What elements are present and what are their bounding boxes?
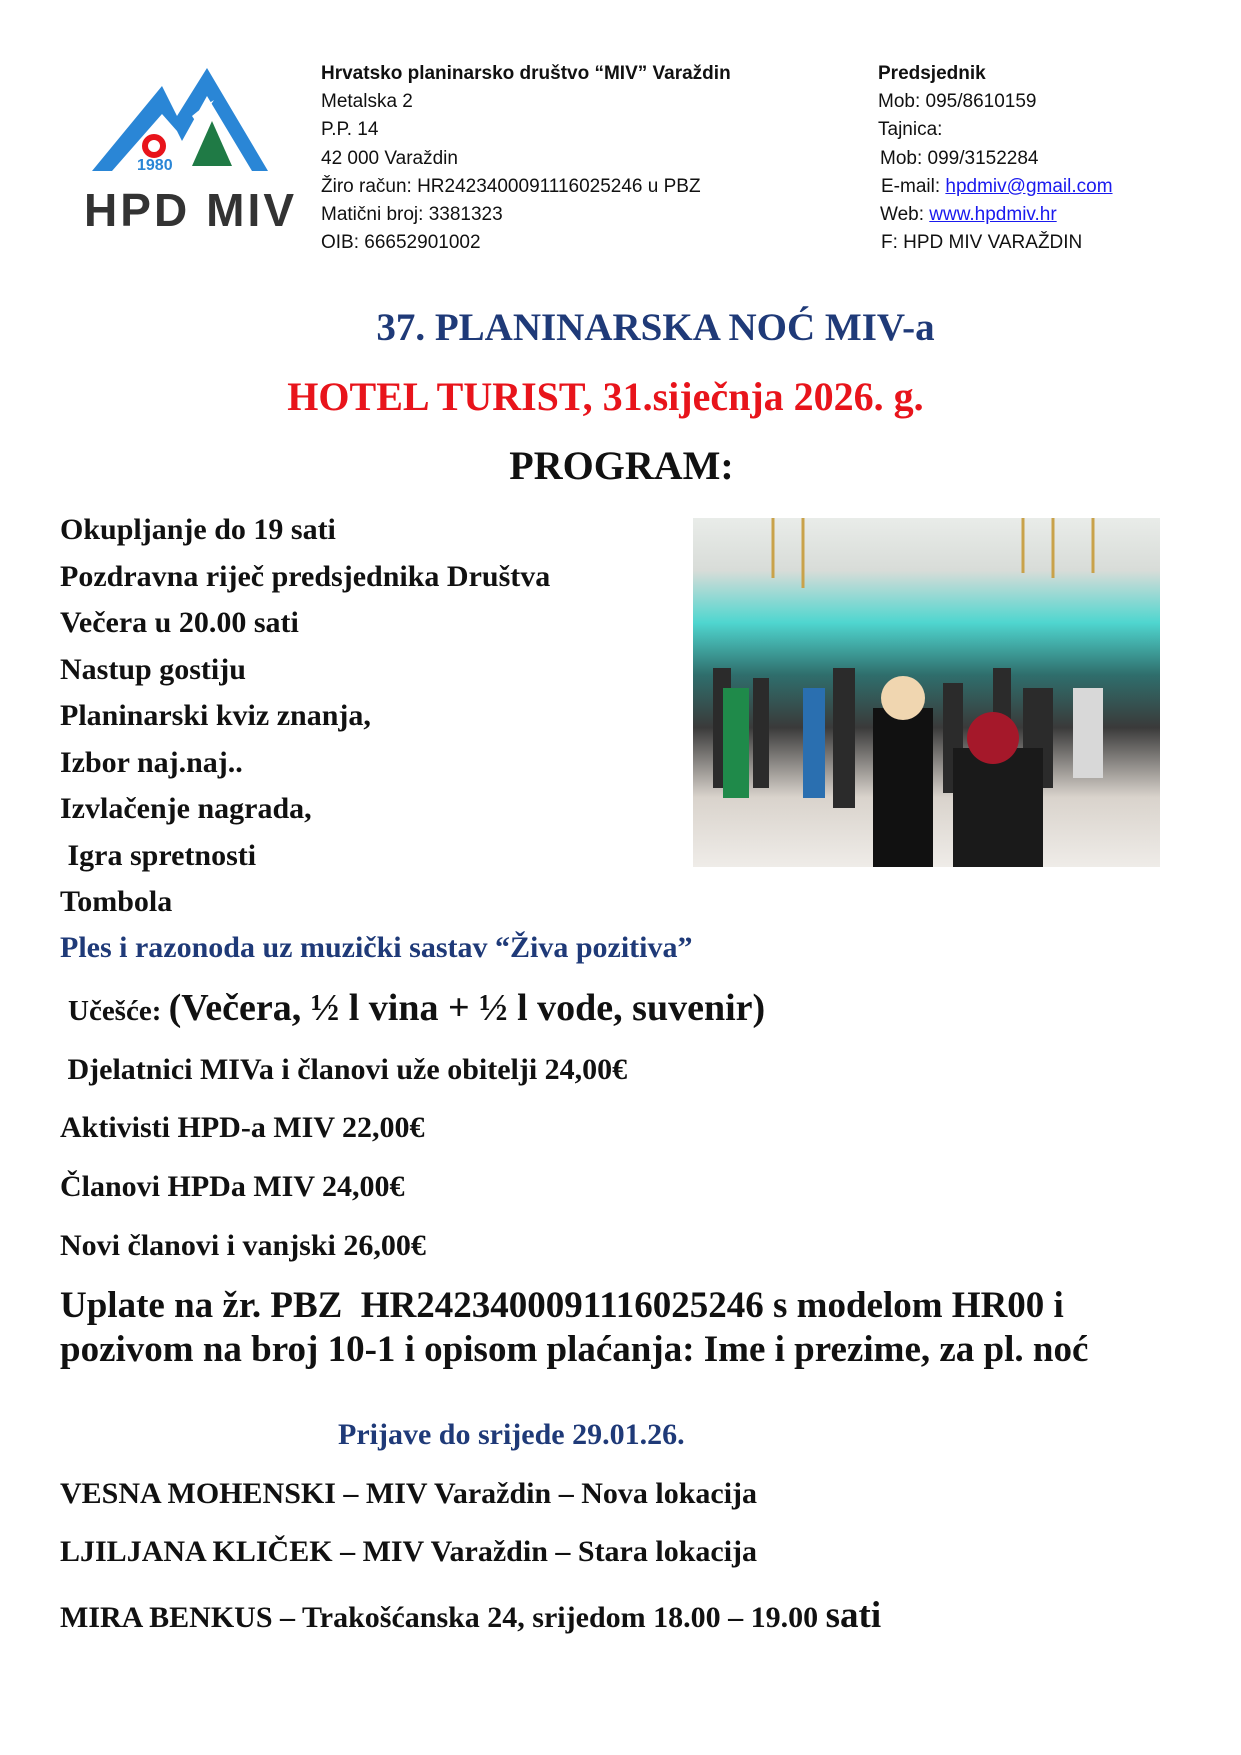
price-staff: Djelatnici MIVa i članovi uže obitelji 24,00€ [60,1053,628,1086]
event-photo [693,518,1160,867]
logo-year: 1980 [137,157,173,174]
email-row [878,173,1113,201]
program-item: Izvlačenje nagrada, [60,792,312,825]
participation-details: (Večera, ½ l vina + ½ l vode, suvenir) [168,987,766,1029]
program-item: Večera u 20.00 sati [60,606,299,639]
payment-line-2: pozivom na broj 10-1 i opisom plaćanja: Ime i prezime, za pl. noć [60,1329,1089,1370]
president-mobile: Mob: 095/8610159 [878,91,1037,113]
web-label: Web: [880,204,930,226]
president-label: Predsjednik [878,63,986,84]
program-item: Izbor naj.naj.. [60,746,243,779]
facebook: F: HPD MIV VARAŽDIN [881,232,1083,254]
program-heading: PROGRAM: [509,443,734,488]
program-item: Igra spretnosti [60,839,257,872]
event-title: 37. PLANINARSKA NOĆ MIV-a [376,306,935,349]
event-venue-date: HOTEL TURIST, 31.siječnja 2026. g. [287,374,924,419]
payment-line-1: Uplate na žr. PBZ HR2423400091116025246 s modelom HR00 i [60,1285,1064,1326]
program-item: Planinarski kviz znanja, [60,699,371,732]
org-account: Žiro račun: HR2423400091116025246 u PBZ [321,175,701,197]
price-members: Članovi HPDa MIV 24,00€ [60,1170,405,1203]
email-label: E-mail: [881,175,946,197]
org-address: Metalska 2 [321,91,413,113]
price-activists: Aktivisti HPD-a MIV 22,00€ [60,1111,425,1144]
registration-deadline: Prijave do srijede 29.01.26. [338,1418,685,1451]
program-item: Pozdravna riječ predsjednika Društva [60,560,551,593]
dancers-illustration [693,518,1160,867]
registration-contact-text: MIRA BENKUS – Trakošćanska 24, srijedom 18.00 – 19.00 [60,1601,826,1634]
contact-info [878,60,1113,257]
hpd-miv-logo [82,66,298,256]
org-reg-number: Matični broj: 3381323 [321,204,503,226]
registration-contact [60,1594,881,1637]
org-po-box: P.P. 14 [321,119,379,141]
program-item: Tombola [60,885,173,918]
logo-text: HPD MIV [84,184,294,236]
registration-contact: LJILJANA KLIČEK – MIV Varaždin – Stara lokacija [60,1535,758,1568]
program-item: Okupljanje do 19 sati [60,513,336,546]
organization-info [321,60,731,257]
participation [68,986,765,1030]
program-item: Nastup gostiju [60,653,246,686]
org-oib: OIB: 66652901002 [321,232,481,254]
web-row [878,201,1113,229]
participation-label: Učešće: [68,995,169,1027]
dance-info: Ples i razonoda uz muzički sastav “Živa pozitiva” [60,931,693,964]
secretary-label: Tajnica: [878,119,943,141]
email-link[interactable]: hpdmiv@gmail.com [945,175,1113,197]
registration-contact-suffix: sati [825,1595,882,1636]
org-city: 42 000 Varaždin [321,147,458,169]
secretary-mobile: Mob: 099/3152284 [880,147,1039,169]
price-new-external: Novi članovi i vanjski 26,00€ [60,1229,426,1262]
registration-contact: VESNA MOHENSKI – MIV Varaždin – Nova lokacija [60,1477,758,1510]
org-name: Hrvatsko planinarsko društvo “MIV” Varaždin [321,63,731,84]
web-link[interactable]: www.hpdmiv.hr [929,204,1057,226]
